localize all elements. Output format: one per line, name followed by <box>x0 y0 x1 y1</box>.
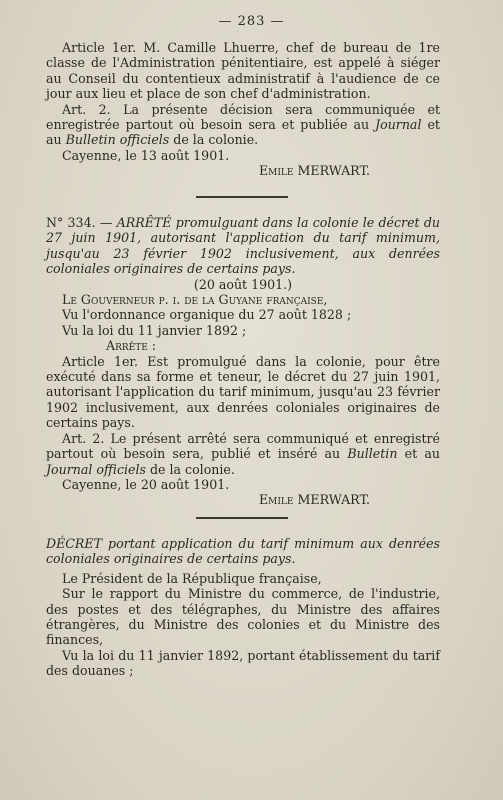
arrete-block <box>46 215 440 508</box>
and-word: et au <box>46 117 440 148</box>
journal-word-2: Journal officiels <box>46 461 146 477</box>
article-2-text <box>46 102 440 148</box>
bulletin-word: Bulletin officiels <box>65 132 170 148</box>
governor-line: Le Gouverneur p. i. de la Guyane française, <box>62 292 328 308</box>
decret-block <box>46 536 440 679</box>
vu-ordonnance: Vu l'ordonnance organique du 27 août 1828 ; <box>62 307 352 323</box>
separator-rule <box>196 196 288 198</box>
journal-word: Journal <box>375 117 422 133</box>
decision-block <box>46 40 440 179</box>
president-line: Le Président de la République française, <box>62 570 322 586</box>
signature: Emile MERWART. <box>258 163 370 179</box>
article-2-end: de la colonie. <box>169 132 259 148</box>
arrete-title: ARRÊTÉ promulguant dans la colonie le décret du 27 juin 1901, autorisant l'application du tarif minimum, jusqu'au 23 février 1902 inclusivement, aux denrées coloniales originaires de certains pays. <box>46 215 440 277</box>
arrete-signature: Emile MERWART. <box>258 492 370 508</box>
arrete-article-2-part: Art. 2. Le présent arrêté sera communiqué et enregistré partout où besoin sera, publié et inséré au <box>46 430 440 462</box>
arrete-number: N° 334. — <box>46 215 117 230</box>
rapport-text: Sur le rapport du Ministre du commerce, de l'industrie, des postes et des télégraphes, du Ministre des affaires étrangères, du Ministre des colonies et du Ministre des finances, <box>46 586 440 648</box>
arrete-heading <box>46 215 440 277</box>
vu-loi: Vu la loi du 11 janvier 1892 ; <box>62 322 247 338</box>
place-date: Cayenne, le 13 août 1901. <box>62 147 230 163</box>
arrete-article-2 <box>46 431 440 477</box>
arrete-label: Arrête : <box>106 338 157 354</box>
arrete-date: (20 août 1901.) <box>193 276 293 292</box>
page-number: — 283 — <box>218 14 285 29</box>
arrete-article-1: Article 1er. Est promulgué dans la colonie, pour être exécuté dans sa forme et teneur, le décret du 27 juin 1901, autorisant l'application du tarif minimum, jusqu'au 23 février 1902 inclusivement, aux denrées coloniales originaires de certains pays. <box>46 353 440 431</box>
and-word-2: et au <box>397 446 440 462</box>
bulletin-word-2: Bulletin <box>347 446 398 462</box>
decret-heading: DÉCRET portant application du tarif minimum aux denrées coloniales originaires de certains pays. <box>46 536 440 567</box>
vu-loi-douanes: Vu la loi du 11 janvier 1892, portant établissement du tarif des douanes ; <box>46 647 440 679</box>
article-1-text: Article 1er. M. Camille Lhuerre, chef de bureau de 1re classe de l'Administration pénitentiaire, est appelé à siéger au Conseil du contentieux administratif à l'audience de ce jour aux lieu et place de son chef d'administration. <box>46 40 440 102</box>
article-2-part: Art. 2. La présente décision sera communiquée et enregistrée partout où besoin sera et publiée au <box>46 101 440 133</box>
arrete-article-2-end: de la colonie. <box>145 461 235 477</box>
arrete-place-date: Cayenne, le 20 août 1901. <box>62 476 230 492</box>
separator-rule-2 <box>196 517 288 519</box>
